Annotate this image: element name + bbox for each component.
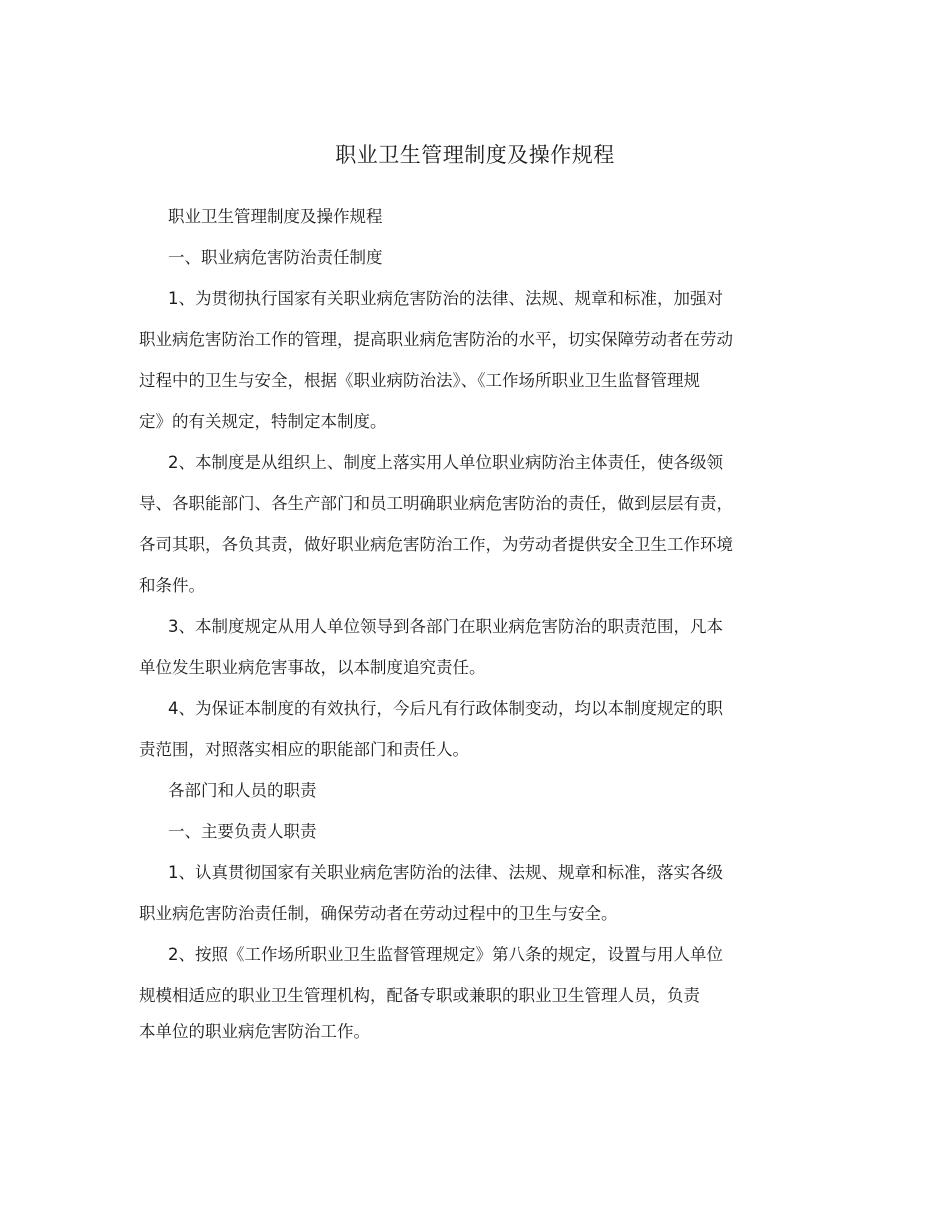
- paragraph-line: 导、各职能部门、各生产部门和员工明确职业病危害防治的责任，做到层层有责，: [139, 494, 733, 513]
- paragraph-line: 4、为保证本制度的有效执行，今后凡有行政体制变动，均以本制度规定的职: [168, 699, 723, 718]
- paragraph-line: 2、本制度是从组织上、制度上落实用人单位职业病防治主体责任，使各级领: [168, 453, 723, 472]
- paragraph-line: 定》的有关规定，特制定本制度。: [139, 412, 387, 431]
- paragraph-line: 职业病危害防治责任制，确保劳动者在劳动过程中的卫生与安全。: [139, 904, 618, 923]
- paragraph-line: 和条件。: [139, 576, 205, 595]
- paragraph-line: 本单位的职业病危害防治工作。: [139, 1022, 370, 1041]
- paragraph-line: 责范围，对照落实相应的职能部门和责任人。: [139, 740, 469, 759]
- paragraph-line: 单位发生职业病危害事故，以本制度追究责任。: [139, 658, 486, 677]
- document-title: 职业卫生管理制度及操作规程: [335, 143, 615, 167]
- paragraph-line: 各司其职，各负其责，做好职业病危害防治工作，为劳动者提供安全卫生工作环境: [139, 535, 733, 554]
- paragraph-line: 职业病危害防治工作的管理，提高职业病危害防治的水平，切实保障劳动者在劳动: [139, 330, 733, 349]
- section-heading: 职业卫生管理制度及操作规程: [168, 207, 383, 226]
- paragraph-line: 3、本制度规定从用人单位领导到各部门在职业病危害防治的职责范围，凡本: [168, 617, 723, 636]
- section-heading: 一、主要负责人职责: [168, 822, 317, 841]
- paragraph-line: 规模相适应的职业卫生管理机构，配备专职或兼职的职业卫生管理人员，负责: [139, 986, 700, 1005]
- section-heading: 各部门和人员的职责: [168, 781, 317, 800]
- section-heading: 一、职业病危害防治责任制度: [168, 248, 383, 267]
- paragraph-line: 2、按照《工作场所职业卫生监督管理规定》第八条的规定，设置与用人单位: [168, 945, 723, 964]
- paragraph-line: 过程中的卫生与安全，根据《职业病防治法》、《工作场所职业卫生监督管理规: [139, 371, 700, 390]
- paragraph-line: 1、为贯彻执行国家有关职业病危害防治的法律、法规、规章和标准，加强对: [168, 289, 723, 308]
- paragraph-line: 1、认真贯彻国家有关职业病危害防治的法律、法规、规章和标准，落实各级: [168, 863, 723, 882]
